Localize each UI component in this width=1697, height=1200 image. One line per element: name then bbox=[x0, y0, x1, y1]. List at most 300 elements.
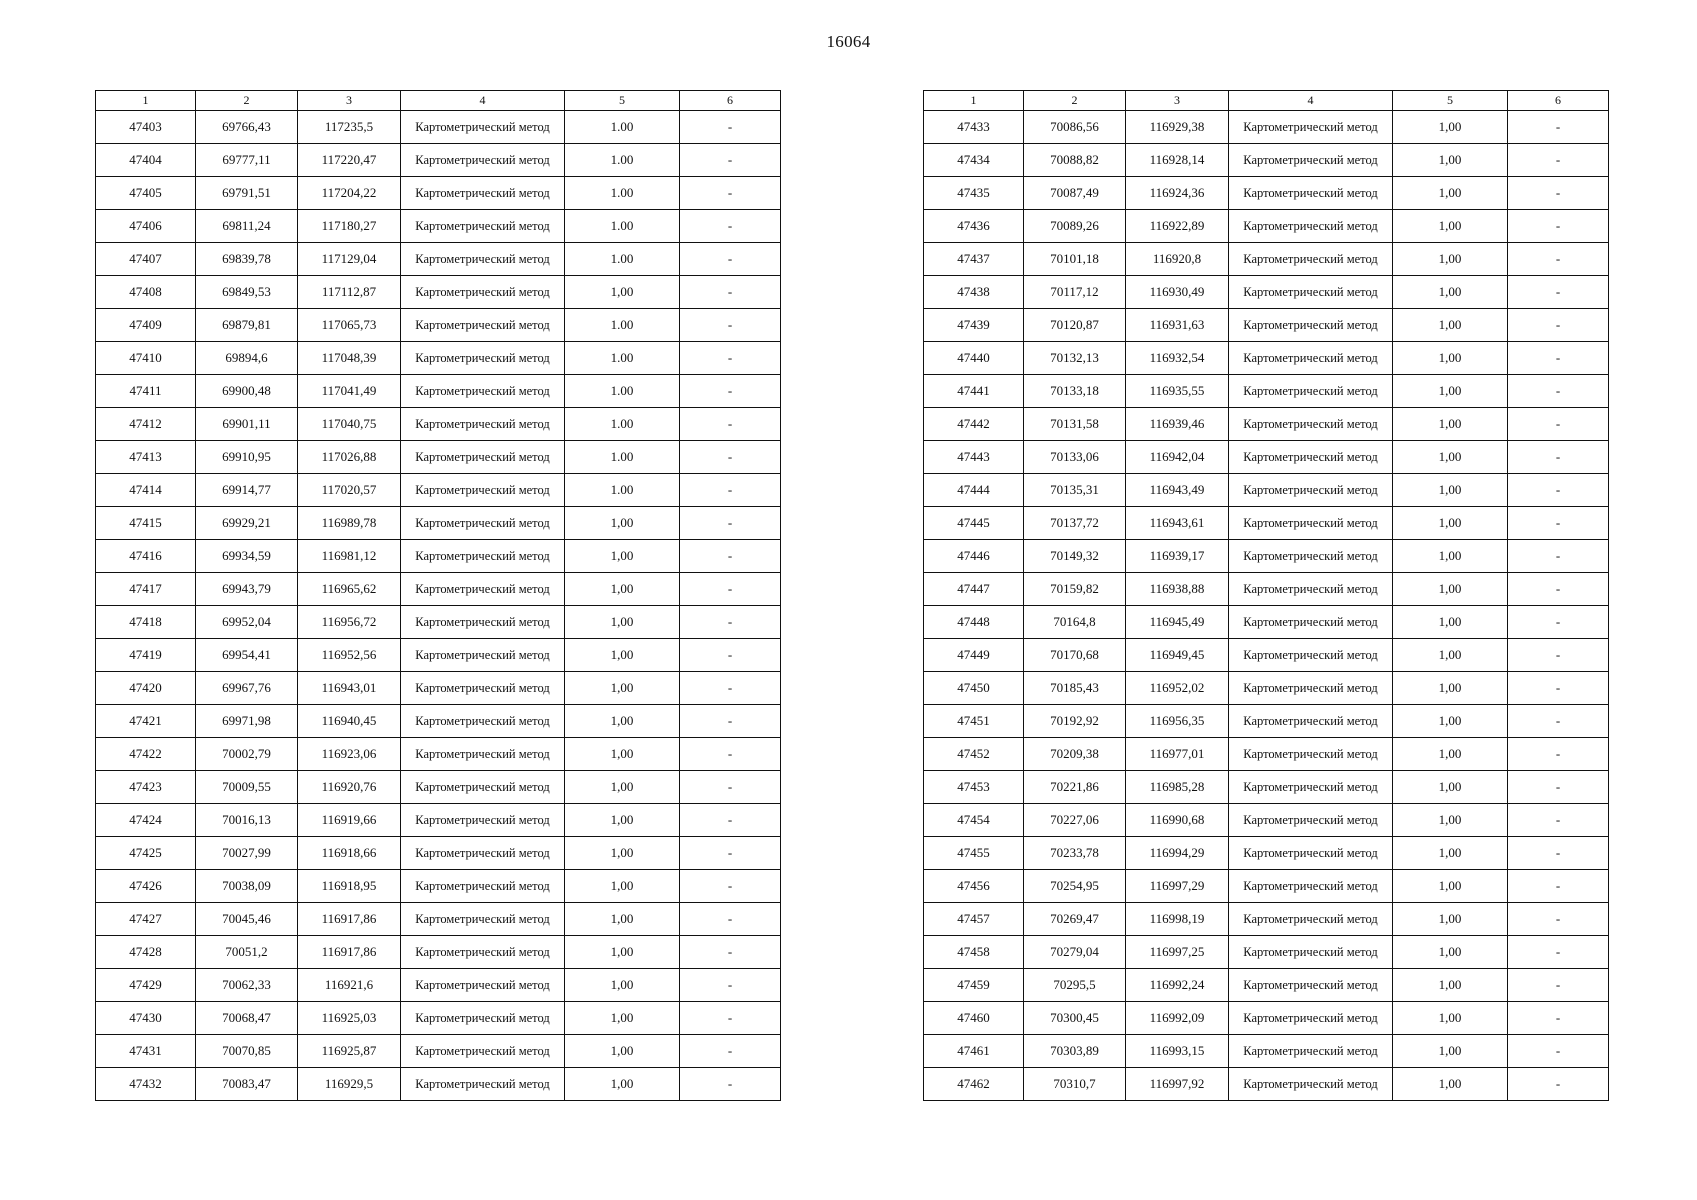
y-coordinate-cell: 116949,45 bbox=[1126, 639, 1229, 672]
x-coordinate-cell: 70303,89 bbox=[1024, 1035, 1126, 1068]
point-number-cell: 47446 bbox=[924, 540, 1024, 573]
table-row bbox=[924, 870, 1609, 903]
note-cell: - bbox=[680, 243, 781, 276]
note-cell: - bbox=[680, 276, 781, 309]
accuracy-cell: 1,00 bbox=[565, 540, 680, 573]
x-coordinate-cell: 69894,6 bbox=[196, 342, 298, 375]
note-cell: - bbox=[1508, 177, 1609, 210]
x-coordinate-cell: 70300,45 bbox=[1024, 1002, 1126, 1035]
method-cell: Картометрический метод bbox=[1229, 507, 1393, 540]
accuracy-cell: 1,00 bbox=[565, 1035, 680, 1068]
accuracy-cell: 1,00 bbox=[1393, 408, 1508, 441]
y-coordinate-cell: 116992,09 bbox=[1126, 1002, 1229, 1035]
note-cell: - bbox=[680, 540, 781, 573]
table-row bbox=[924, 507, 1609, 540]
y-coordinate-cell: 116994,29 bbox=[1126, 837, 1229, 870]
y-coordinate-cell: 116939,17 bbox=[1126, 540, 1229, 573]
table-row bbox=[96, 507, 781, 540]
table-row bbox=[96, 177, 781, 210]
method-cell: Картометрический метод bbox=[1229, 639, 1393, 672]
point-number-cell: 47423 bbox=[96, 771, 196, 804]
point-number-cell: 47435 bbox=[924, 177, 1024, 210]
table-row bbox=[924, 111, 1609, 144]
note-cell: - bbox=[680, 573, 781, 606]
point-number-cell: 47445 bbox=[924, 507, 1024, 540]
note-cell: - bbox=[680, 210, 781, 243]
table-row bbox=[924, 606, 1609, 639]
table-row bbox=[96, 1002, 781, 1035]
point-number-cell: 47460 bbox=[924, 1002, 1024, 1035]
method-cell: Картометрический метод bbox=[1229, 210, 1393, 243]
point-number-cell: 47418 bbox=[96, 606, 196, 639]
method-cell: Картометрический метод bbox=[401, 771, 565, 804]
table-row bbox=[924, 1068, 1609, 1101]
point-number-cell: 47427 bbox=[96, 903, 196, 936]
y-coordinate-cell: 117048,39 bbox=[298, 342, 401, 375]
accuracy-cell: 1,00 bbox=[565, 276, 680, 309]
y-coordinate-cell: 116925,87 bbox=[298, 1035, 401, 1068]
x-coordinate-cell: 70083,47 bbox=[196, 1068, 298, 1101]
method-cell: Картометрический метод bbox=[1229, 738, 1393, 771]
x-coordinate-cell: 69967,76 bbox=[196, 672, 298, 705]
y-coordinate-cell: 117129,04 bbox=[298, 243, 401, 276]
table-row bbox=[924, 474, 1609, 507]
x-coordinate-cell: 69777,11 bbox=[196, 144, 298, 177]
method-cell: Картометрический метод bbox=[401, 705, 565, 738]
point-number-cell: 47420 bbox=[96, 672, 196, 705]
x-coordinate-cell: 70002,79 bbox=[196, 738, 298, 771]
table-row bbox=[96, 408, 781, 441]
point-number-cell: 47448 bbox=[924, 606, 1024, 639]
point-number-cell: 47426 bbox=[96, 870, 196, 903]
x-coordinate-cell: 70133,18 bbox=[1024, 375, 1126, 408]
x-coordinate-cell: 70068,47 bbox=[196, 1002, 298, 1035]
table-row bbox=[96, 573, 781, 606]
table-row bbox=[96, 243, 781, 276]
method-cell: Картометрический метод bbox=[1229, 936, 1393, 969]
method-cell: Картометрический метод bbox=[1229, 1002, 1393, 1035]
point-number-cell: 47457 bbox=[924, 903, 1024, 936]
x-coordinate-cell: 70233,78 bbox=[1024, 837, 1126, 870]
y-coordinate-cell: 116938,88 bbox=[1126, 573, 1229, 606]
table-row bbox=[96, 441, 781, 474]
accuracy-cell: 1,00 bbox=[1393, 309, 1508, 342]
point-number-cell: 47449 bbox=[924, 639, 1024, 672]
point-number-cell: 47456 bbox=[924, 870, 1024, 903]
table-row bbox=[96, 837, 781, 870]
x-coordinate-cell: 70027,99 bbox=[196, 837, 298, 870]
x-coordinate-cell: 70135,31 bbox=[1024, 474, 1126, 507]
accuracy-cell: 1,00 bbox=[1393, 573, 1508, 606]
note-cell: - bbox=[1508, 903, 1609, 936]
y-coordinate-cell: 116939,46 bbox=[1126, 408, 1229, 441]
method-cell: Картометрический метод bbox=[1229, 111, 1393, 144]
accuracy-cell: 1,00 bbox=[1393, 540, 1508, 573]
method-cell: Картометрический метод bbox=[401, 474, 565, 507]
note-cell: - bbox=[1508, 144, 1609, 177]
method-cell: Картометрический метод bbox=[401, 1035, 565, 1068]
y-coordinate-cell: 116952,02 bbox=[1126, 672, 1229, 705]
table-row bbox=[924, 969, 1609, 1002]
method-cell: Картометрический метод bbox=[401, 342, 565, 375]
table-row bbox=[96, 111, 781, 144]
accuracy-cell: 1.00 bbox=[565, 474, 680, 507]
y-coordinate-cell: 116935,55 bbox=[1126, 375, 1229, 408]
table-row bbox=[96, 672, 781, 705]
point-number-cell: 47408 bbox=[96, 276, 196, 309]
method-cell: Картометрический метод bbox=[401, 144, 565, 177]
x-coordinate-cell: 70170,68 bbox=[1024, 639, 1126, 672]
table-row bbox=[96, 1035, 781, 1068]
accuracy-cell: 1,00 bbox=[1393, 771, 1508, 804]
accuracy-cell: 1,00 bbox=[1393, 441, 1508, 474]
point-number-cell: 47443 bbox=[924, 441, 1024, 474]
accuracy-cell: 1,00 bbox=[565, 804, 680, 837]
y-coordinate-cell: 116925,03 bbox=[298, 1002, 401, 1035]
method-cell: Картометрический метод bbox=[401, 936, 565, 969]
x-coordinate-cell: 70310,7 bbox=[1024, 1068, 1126, 1101]
y-coordinate-cell: 116956,72 bbox=[298, 606, 401, 639]
table-row bbox=[924, 738, 1609, 771]
x-coordinate-cell: 69901,11 bbox=[196, 408, 298, 441]
table-row bbox=[924, 342, 1609, 375]
table-row bbox=[924, 144, 1609, 177]
point-number-cell: 47458 bbox=[924, 936, 1024, 969]
point-number-cell: 47462 bbox=[924, 1068, 1024, 1101]
point-number-cell: 47407 bbox=[96, 243, 196, 276]
point-number-cell: 47403 bbox=[96, 111, 196, 144]
accuracy-cell: 1.00 bbox=[565, 177, 680, 210]
accuracy-cell: 1,00 bbox=[565, 705, 680, 738]
point-number-cell: 47428 bbox=[96, 936, 196, 969]
x-coordinate-cell: 70070,85 bbox=[196, 1035, 298, 1068]
table-row bbox=[96, 342, 781, 375]
point-number-cell: 47422 bbox=[96, 738, 196, 771]
table-row bbox=[924, 1035, 1609, 1068]
x-coordinate-cell: 70192,92 bbox=[1024, 705, 1126, 738]
x-coordinate-cell: 69954,41 bbox=[196, 639, 298, 672]
note-cell: - bbox=[1508, 573, 1609, 606]
note-cell: - bbox=[1508, 408, 1609, 441]
point-number-cell: 47432 bbox=[96, 1068, 196, 1101]
table-row bbox=[96, 738, 781, 771]
note-cell: - bbox=[1508, 837, 1609, 870]
accuracy-cell: 1,00 bbox=[1393, 672, 1508, 705]
y-coordinate-cell: 116920,76 bbox=[298, 771, 401, 804]
method-cell: Картометрический метод bbox=[1229, 606, 1393, 639]
table-row bbox=[924, 540, 1609, 573]
method-cell: Картометрический метод bbox=[401, 837, 565, 870]
x-coordinate-cell: 69766,43 bbox=[196, 111, 298, 144]
note-cell: - bbox=[680, 1068, 781, 1101]
point-number-cell: 47404 bbox=[96, 144, 196, 177]
accuracy-cell: 1,00 bbox=[1393, 177, 1508, 210]
note-cell: - bbox=[1508, 243, 1609, 276]
x-coordinate-cell: 70062,33 bbox=[196, 969, 298, 1002]
y-coordinate-cell: 116931,63 bbox=[1126, 309, 1229, 342]
note-cell: - bbox=[680, 936, 781, 969]
method-cell: Картометрический метод bbox=[1229, 870, 1393, 903]
table-row bbox=[924, 243, 1609, 276]
x-coordinate-cell: 70045,46 bbox=[196, 903, 298, 936]
table-row bbox=[96, 474, 781, 507]
y-coordinate-cell: 116928,14 bbox=[1126, 144, 1229, 177]
y-coordinate-cell: 117026,88 bbox=[298, 441, 401, 474]
point-number-cell: 47434 bbox=[924, 144, 1024, 177]
accuracy-cell: 1,00 bbox=[565, 672, 680, 705]
note-cell: - bbox=[680, 309, 781, 342]
method-cell: Картометрический метод bbox=[1229, 573, 1393, 606]
note-cell: - bbox=[680, 837, 781, 870]
point-number-cell: 47430 bbox=[96, 1002, 196, 1035]
accuracy-cell: 1.00 bbox=[565, 375, 680, 408]
method-cell: Картометрический метод bbox=[1229, 144, 1393, 177]
table-row bbox=[924, 177, 1609, 210]
point-number-cell: 47413 bbox=[96, 441, 196, 474]
accuracy-cell: 1.00 bbox=[565, 144, 680, 177]
note-cell: - bbox=[1508, 309, 1609, 342]
method-cell: Картометрический метод bbox=[401, 210, 565, 243]
x-coordinate-cell: 70221,86 bbox=[1024, 771, 1126, 804]
note-cell: - bbox=[1508, 1002, 1609, 1035]
x-coordinate-cell: 69839,78 bbox=[196, 243, 298, 276]
y-coordinate-cell: 116942,04 bbox=[1126, 441, 1229, 474]
accuracy-cell: 1,00 bbox=[565, 870, 680, 903]
point-number-cell: 47419 bbox=[96, 639, 196, 672]
note-cell: - bbox=[1508, 738, 1609, 771]
method-cell: Картометрический метод bbox=[1229, 375, 1393, 408]
point-number-cell: 47429 bbox=[96, 969, 196, 1002]
x-coordinate-cell: 70101,18 bbox=[1024, 243, 1126, 276]
x-coordinate-cell: 69971,98 bbox=[196, 705, 298, 738]
accuracy-cell: 1,00 bbox=[1393, 111, 1508, 144]
note-cell: - bbox=[680, 804, 781, 837]
method-cell: Картометрический метод bbox=[401, 177, 565, 210]
coordinates-table-left bbox=[95, 90, 781, 1101]
method-cell: Картометрический метод bbox=[1229, 243, 1393, 276]
method-cell: Картометрический метод bbox=[401, 606, 565, 639]
accuracy-cell: 1,00 bbox=[1393, 210, 1508, 243]
x-coordinate-cell: 70016,13 bbox=[196, 804, 298, 837]
point-number-cell: 47441 bbox=[924, 375, 1024, 408]
column-header: 5 bbox=[1393, 91, 1508, 111]
note-cell: - bbox=[1508, 870, 1609, 903]
note-cell: - bbox=[680, 507, 781, 540]
method-cell: Картометрический метод bbox=[1229, 342, 1393, 375]
table-row bbox=[924, 441, 1609, 474]
x-coordinate-cell: 69943,79 bbox=[196, 573, 298, 606]
x-coordinate-cell: 70159,82 bbox=[1024, 573, 1126, 606]
x-coordinate-cell: 70149,32 bbox=[1024, 540, 1126, 573]
method-cell: Картометрический метод bbox=[401, 969, 565, 1002]
note-cell: - bbox=[680, 408, 781, 441]
column-header: 4 bbox=[401, 91, 565, 111]
y-coordinate-cell: 117204,22 bbox=[298, 177, 401, 210]
accuracy-cell: 1,00 bbox=[1393, 903, 1508, 936]
table-row bbox=[924, 672, 1609, 705]
column-header: 2 bbox=[1024, 91, 1126, 111]
accuracy-cell: 1,00 bbox=[565, 507, 680, 540]
x-coordinate-cell: 69929,21 bbox=[196, 507, 298, 540]
y-coordinate-cell: 117235,5 bbox=[298, 111, 401, 144]
x-coordinate-cell: 69952,04 bbox=[196, 606, 298, 639]
table-row bbox=[924, 705, 1609, 738]
accuracy-cell: 1.00 bbox=[565, 243, 680, 276]
point-number-cell: 47459 bbox=[924, 969, 1024, 1002]
x-coordinate-cell: 70269,47 bbox=[1024, 903, 1126, 936]
y-coordinate-cell: 116943,49 bbox=[1126, 474, 1229, 507]
table-row bbox=[924, 408, 1609, 441]
accuracy-cell: 1,00 bbox=[1393, 243, 1508, 276]
method-cell: Картометрический метод bbox=[1229, 276, 1393, 309]
method-cell: Картометрический метод bbox=[401, 738, 565, 771]
x-coordinate-cell: 70038,09 bbox=[196, 870, 298, 903]
y-coordinate-cell: 116923,06 bbox=[298, 738, 401, 771]
y-coordinate-cell: 117180,27 bbox=[298, 210, 401, 243]
method-cell: Картометрический метод bbox=[1229, 177, 1393, 210]
table-row bbox=[924, 804, 1609, 837]
y-coordinate-cell: 117065,73 bbox=[298, 309, 401, 342]
column-header: 1 bbox=[96, 91, 196, 111]
table-row bbox=[96, 870, 781, 903]
method-cell: Картометрический метод bbox=[1229, 309, 1393, 342]
accuracy-cell: 1,00 bbox=[565, 606, 680, 639]
point-number-cell: 47412 bbox=[96, 408, 196, 441]
table-row bbox=[924, 210, 1609, 243]
y-coordinate-cell: 116993,15 bbox=[1126, 1035, 1229, 1068]
table-row bbox=[924, 375, 1609, 408]
y-coordinate-cell: 116943,61 bbox=[1126, 507, 1229, 540]
page-number: 16064 bbox=[826, 32, 871, 51]
x-coordinate-cell: 69879,81 bbox=[196, 309, 298, 342]
x-coordinate-cell: 69914,77 bbox=[196, 474, 298, 507]
table-row bbox=[96, 969, 781, 1002]
y-coordinate-cell: 117041,49 bbox=[298, 375, 401, 408]
note-cell: - bbox=[680, 639, 781, 672]
method-cell: Картометрический метод bbox=[401, 276, 565, 309]
method-cell: Картометрический метод bbox=[401, 243, 565, 276]
method-cell: Картометрический метод bbox=[401, 111, 565, 144]
y-coordinate-cell: 117020,57 bbox=[298, 474, 401, 507]
note-cell: - bbox=[680, 474, 781, 507]
point-number-cell: 47453 bbox=[924, 771, 1024, 804]
y-coordinate-cell: 116956,35 bbox=[1126, 705, 1229, 738]
y-coordinate-cell: 117220,47 bbox=[298, 144, 401, 177]
point-number-cell: 47442 bbox=[924, 408, 1024, 441]
x-coordinate-cell: 69811,24 bbox=[196, 210, 298, 243]
accuracy-cell: 1.00 bbox=[565, 441, 680, 474]
point-number-cell: 47433 bbox=[924, 111, 1024, 144]
y-coordinate-cell: 116965,62 bbox=[298, 573, 401, 606]
method-cell: Картометрический метод bbox=[401, 507, 565, 540]
point-number-cell: 47417 bbox=[96, 573, 196, 606]
method-cell: Картометрический метод bbox=[1229, 771, 1393, 804]
point-number-cell: 47414 bbox=[96, 474, 196, 507]
accuracy-cell: 1.00 bbox=[565, 111, 680, 144]
point-number-cell: 47437 bbox=[924, 243, 1024, 276]
note-cell: - bbox=[680, 771, 781, 804]
y-coordinate-cell: 116977,01 bbox=[1126, 738, 1229, 771]
method-cell: Картометрический метод bbox=[1229, 672, 1393, 705]
x-coordinate-cell: 69910,95 bbox=[196, 441, 298, 474]
point-number-cell: 47450 bbox=[924, 672, 1024, 705]
y-coordinate-cell: 116992,24 bbox=[1126, 969, 1229, 1002]
note-cell: - bbox=[680, 705, 781, 738]
y-coordinate-cell: 116919,66 bbox=[298, 804, 401, 837]
accuracy-cell: 1,00 bbox=[565, 639, 680, 672]
point-number-cell: 47461 bbox=[924, 1035, 1024, 1068]
x-coordinate-cell: 70209,38 bbox=[1024, 738, 1126, 771]
column-header: 5 bbox=[565, 91, 680, 111]
column-header: 3 bbox=[1126, 91, 1229, 111]
note-cell: - bbox=[1508, 1035, 1609, 1068]
y-coordinate-cell: 116929,5 bbox=[298, 1068, 401, 1101]
method-cell: Картометрический метод bbox=[401, 540, 565, 573]
note-cell: - bbox=[680, 969, 781, 1002]
note-cell: - bbox=[680, 177, 781, 210]
x-coordinate-cell: 70087,49 bbox=[1024, 177, 1126, 210]
note-cell: - bbox=[680, 441, 781, 474]
point-number-cell: 47439 bbox=[924, 309, 1024, 342]
table-row bbox=[924, 573, 1609, 606]
accuracy-cell: 1,00 bbox=[1393, 276, 1508, 309]
column-header: 3 bbox=[298, 91, 401, 111]
point-number-cell: 47451 bbox=[924, 705, 1024, 738]
table-row bbox=[96, 804, 781, 837]
accuracy-cell: 1.00 bbox=[565, 342, 680, 375]
note-cell: - bbox=[1508, 441, 1609, 474]
x-coordinate-cell: 70133,06 bbox=[1024, 441, 1126, 474]
table-row bbox=[924, 309, 1609, 342]
accuracy-cell: 1,00 bbox=[1393, 606, 1508, 639]
note-cell: - bbox=[1508, 276, 1609, 309]
x-coordinate-cell: 70132,13 bbox=[1024, 342, 1126, 375]
method-cell: Картометрический метод bbox=[401, 375, 565, 408]
column-header: 4 bbox=[1229, 91, 1393, 111]
note-cell: - bbox=[680, 672, 781, 705]
method-cell: Картометрический метод bbox=[401, 441, 565, 474]
accuracy-cell: 1,00 bbox=[1393, 342, 1508, 375]
x-coordinate-cell: 70120,87 bbox=[1024, 309, 1126, 342]
note-cell: - bbox=[680, 1035, 781, 1068]
method-cell: Картометрический метод bbox=[1229, 903, 1393, 936]
method-cell: Картометрический метод bbox=[1229, 408, 1393, 441]
note-cell: - bbox=[1508, 705, 1609, 738]
y-coordinate-cell: 116989,78 bbox=[298, 507, 401, 540]
y-coordinate-cell: 116998,19 bbox=[1126, 903, 1229, 936]
point-number-cell: 47411 bbox=[96, 375, 196, 408]
y-coordinate-cell: 116920,8 bbox=[1126, 243, 1229, 276]
accuracy-cell: 1,00 bbox=[1393, 936, 1508, 969]
table-row bbox=[96, 276, 781, 309]
table-row bbox=[96, 210, 781, 243]
accuracy-cell: 1,00 bbox=[1393, 837, 1508, 870]
note-cell: - bbox=[680, 111, 781, 144]
note-cell: - bbox=[1508, 771, 1609, 804]
table-row bbox=[924, 771, 1609, 804]
x-coordinate-cell: 70131,58 bbox=[1024, 408, 1126, 441]
y-coordinate-cell: 116997,92 bbox=[1126, 1068, 1229, 1101]
method-cell: Картометрический метод bbox=[401, 573, 565, 606]
accuracy-cell: 1,00 bbox=[565, 936, 680, 969]
table-row bbox=[96, 639, 781, 672]
point-number-cell: 47409 bbox=[96, 309, 196, 342]
accuracy-cell: 1,00 bbox=[1393, 1068, 1508, 1101]
y-coordinate-cell: 116921,6 bbox=[298, 969, 401, 1002]
method-cell: Картометрический метод bbox=[1229, 540, 1393, 573]
method-cell: Картометрический метод bbox=[401, 1002, 565, 1035]
x-coordinate-cell: 69900,48 bbox=[196, 375, 298, 408]
